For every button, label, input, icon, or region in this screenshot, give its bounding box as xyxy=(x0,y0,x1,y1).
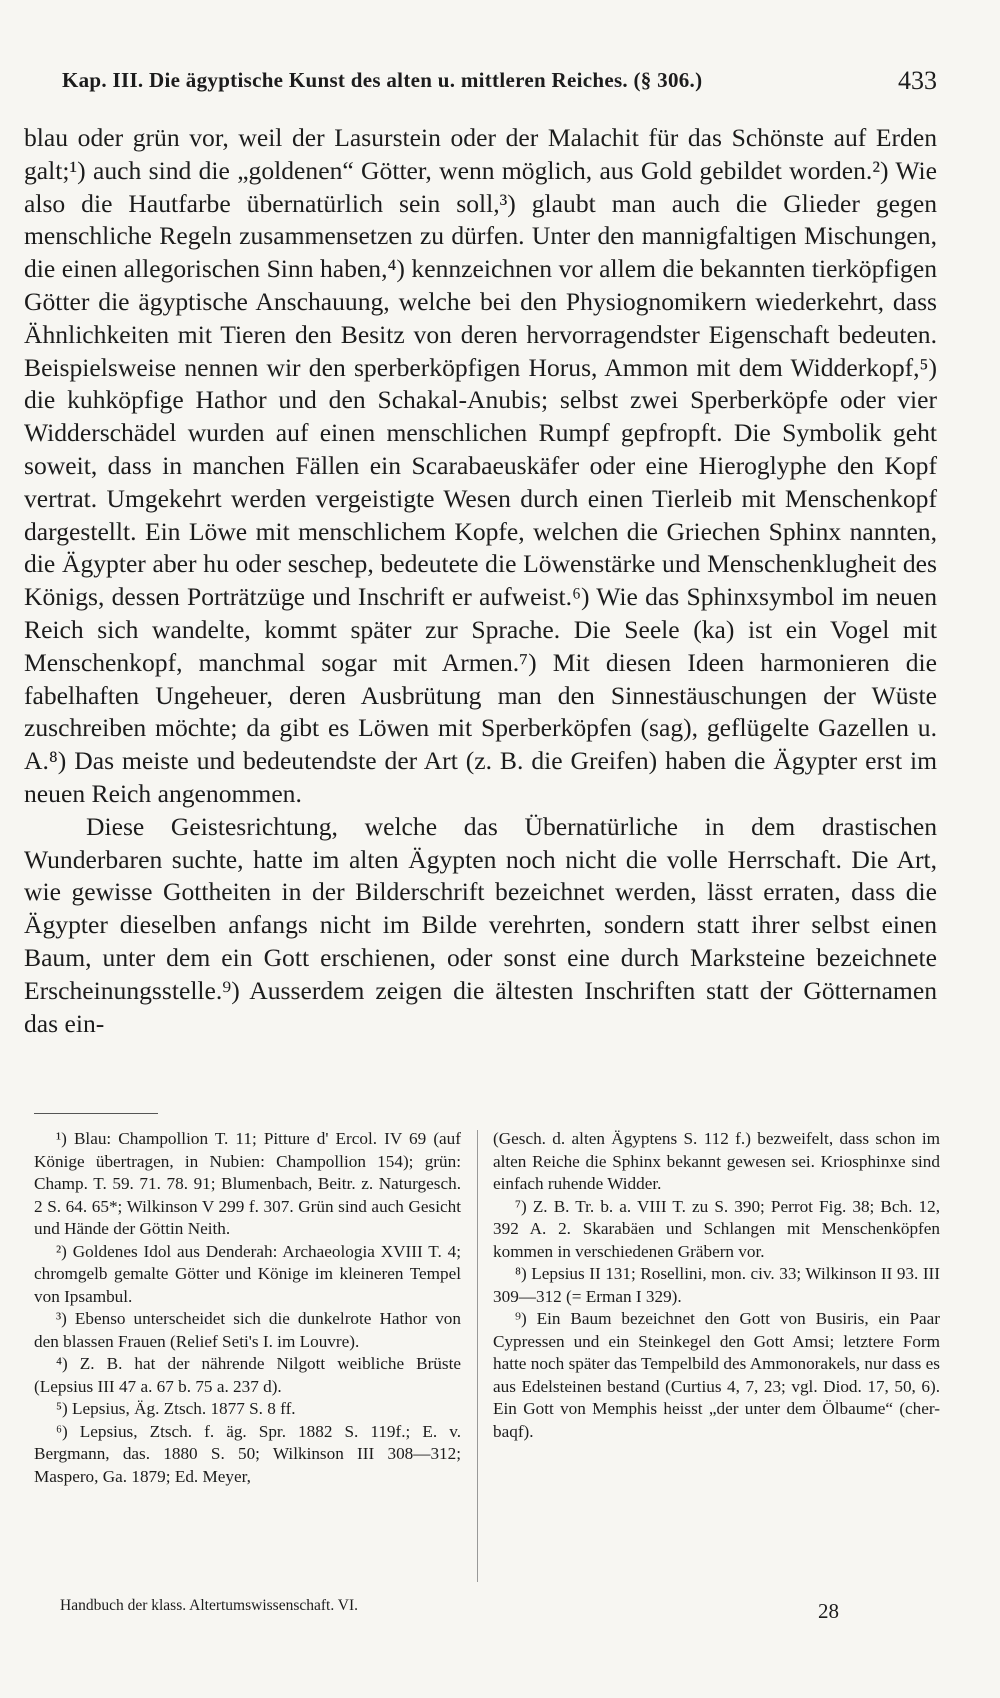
main-text xyxy=(24,122,937,1040)
page-number: 433 xyxy=(898,66,937,95)
footnote: ³) Ebenso unterscheidet sich die dunkelrote Hathor von den blassen Frauen (Relief Seti's I. im Louvre). xyxy=(34,1309,461,1351)
footnotes-right-column xyxy=(493,1128,940,1443)
signature-mark: 28 xyxy=(818,1599,839,1623)
footnotes-left-column xyxy=(34,1128,461,1488)
footnote: ⁷) Z. B. Tr. b. a. VIII T. zu S. 390; Perrot Fig. 38; Bch. 12, 392 A. 2. Skarabäen und Schlangen mit Menschenköpfen kommen in verschiedenen Gräbern vor. xyxy=(493,1196,940,1261)
paragraph: Diese Geistesrichtung, welche das Übernatürliche in dem drastischen Wunderbaren suchte, hatte im alten Ägypten noch nicht die volle Herrschaft. Die Art, wie gewisse Gottheiten in der Bilderschrift bezeichnet werden, lässt erraten, dass die Ägypter dieselben anfangs nicht im Bilde verehrten, sondern statt ihrer selbst einen Baum, unter dem ein Gott erschienen, oder sonst eine durch Marksteine bezeichnete Erscheinungsstelle.⁹) Ausserdem zeigen die ältesten Inschriften statt der Götternamen das ein- xyxy=(24,811,937,1038)
footnote: ⁴) Z. B. hat der nährende Nilgott weibliche Brüste (Lepsius III 47 a. 67 b. 75 a. 237 d). xyxy=(34,1354,461,1396)
chapter-title: Kap. III. Die ägyptische Kunst des alten u. mittleren Reiches. (§ 306.) xyxy=(62,68,703,92)
footnote: ¹) Blau: Champollion T. 11; Pitture d' Ercol. IV 69 (auf Könige übertragen, in Nubien: Champollion 154); grün: Champ. T. 59. 71. 78. 91; Blumenbach, Beitr. z. Naturgesch. 2 S. 64. 65*; Wilkinson V 299 f. 307. Grün sind auch Gesicht und Hände der Göttin Neith. xyxy=(34,1129,461,1238)
paragraph: blau oder grün vor, weil der Lasurstein oder der Malachit für das Schönste auf Erden galt;¹) auch sind die „goldenen“ Götter, wenn möglich, aus Gold gebildet worden.²) Wie also die Hautfarbe übernatürlich sein soll,³) glaubt man auch die Glieder gegen menschliche Regeln zusammensetzen zu dürfen. Unter den mannigfaltigen Mischungen, die einen allegorischen Sinn haben,⁴) kennzeichnen vor allem die bekannten tierköpfigen Götter die ägyptische Anschauung, welche bei den Physiognomikern wiederkehrt, dass Ähnlichkeiten mit Tieren den Besitz von deren hervorragendster Eigenschaft bedeuten. Beispielsweise nennen wir den sperberköpfigen Horus, Ammon mit dem Widderkopf,⁵) die kuhköpfige Hathor und den Schakal-Anubis; selbst zwei Sperberköpfe oder vier Widderschädel wurden auf einen menschlichen Rumpf gepfropft. Die Symbolik geht soweit, dass in manchen Fällen ein Scarabaeuskäfer oder eine Hieroglyphe den Kopf vertrat. Umgekehrt werden vergeistigte Wesen durch einen Tierleib mit Menschenkopf dargestellt. Ein Löwe mit menschlichem Kopfe, welchen die Griechen Sphinx nannten, die Ägypter aber hu oder seschep, bedeutete die Löwenstärke und Menschenklugheit des Königs, dessen Porträtzüge und Inschrift er aufweist.⁶) Wie das Sphinxsymbol im neuen Reich sich wandelte, kommt später zur Sprache. Die Seele (ka) ist ein Vogel mit Menschenkopf, manchmal sogar mit Armen.⁷) Mit diesen Ideen harmonieren die fabelhaften Ungeheuer, deren Ausbrütung man den Sinnestäuschungen der Wüste zuschreiben möchte; da gibt es Löwen mit Sperberköpfen (sag), geflügelte Gazellen u. A.⁸) Das meiste und bedeutendste der Art (z. B. die Greifen) haben die Ägypter erst im neuen Reich angenommen. xyxy=(24,123,937,808)
column-divider xyxy=(477,1130,478,1582)
footnote: ⁸) Lepsius II 131; Rosellini, mon. civ. 33; Wilkinson II 93. III 309—312 (= Erman I 329). xyxy=(493,1264,940,1306)
footnote: ⁶) Lepsius, Ztsch. f. äg. Spr. 1882 S. 119f.; E. v. Bergmann, das. 1880 S. 50; Wilkinson III 308—312; Maspero, Ga. 1879; Ed. Meyer, xyxy=(34,1421,461,1486)
footnote: ⁵) Lepsius, Äg. Ztsch. 1877 S. 8 ff. xyxy=(56,1399,296,1418)
footnote: ²) Goldenes Idol aus Denderah: Archaeologia XVIII T. 4; chromgelb gemalte Götter und Könige im kleineren Tempel von Ipsambul. xyxy=(34,1241,461,1306)
footnote: (Gesch. d. alten Ägyptens S. 112 f.) bezweifelt, dass schon im alten Reiche die Sphinx bekannt gewesen sei. Kriosphinxe sind einfach ruhende Widder. xyxy=(493,1129,940,1193)
footnote-separator xyxy=(34,1113,158,1114)
footnote: ⁹) Ein Baum bezeichnet den Gott von Busiris, ein Paar Cypressen und ein Steinkegel den Gott Amsi; letztere Form hatte noch später das Tempelbild des Ammonorakels, nur dass es aus Edelsteinen bestand (Curtius 4, 7, 23; vgl. Diod. 17, 50, 6). Ein Gott von Memphis heisst „der unter dem Ölbaume“ (cher-baqf). xyxy=(493,1309,940,1441)
footer-imprint: Handbuch der klass. Altertumswissenschaft. VI. xyxy=(60,1597,359,1614)
running-header xyxy=(62,62,937,98)
